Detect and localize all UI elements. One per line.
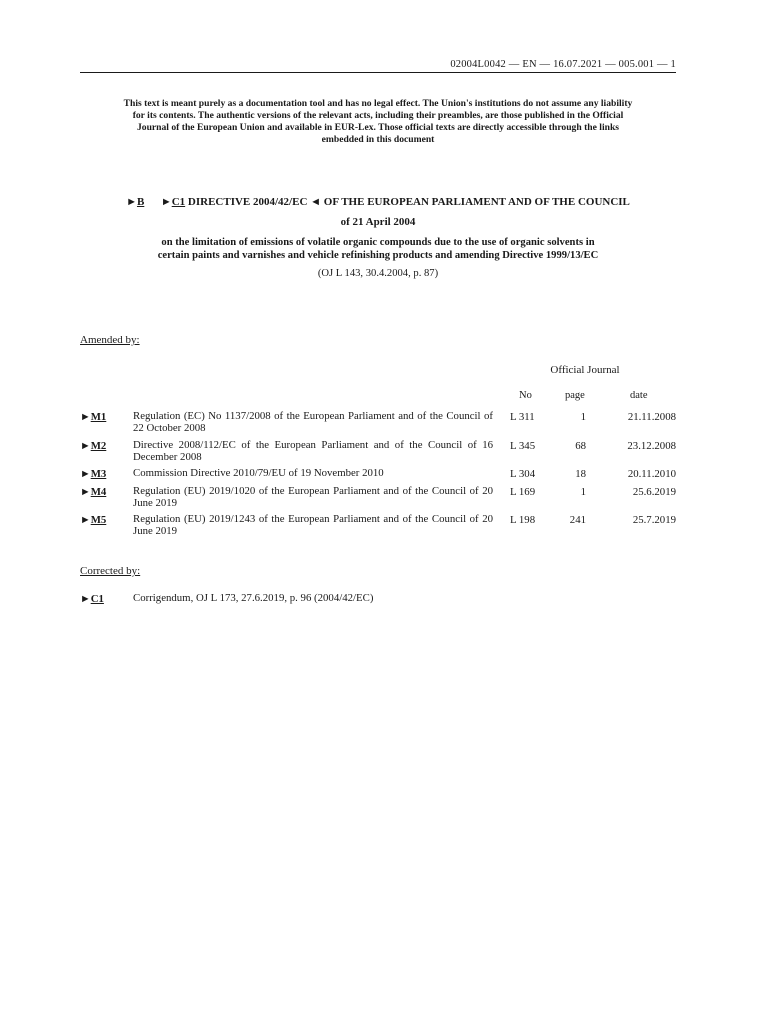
amendment-code[interactable]: M5 xyxy=(90,514,107,526)
amendment-oj-page: 68 xyxy=(575,440,586,452)
amendment-oj-date: 25.7.2019 xyxy=(632,514,676,526)
column-no-header: No xyxy=(519,390,532,401)
amendment-oj-page: 1 xyxy=(580,486,586,498)
amendment-code[interactable]: M1 xyxy=(90,411,107,423)
subject-line: on the limitation of emissions of volatile organic compounds due to the use of organic solvents in xyxy=(161,237,595,248)
arrow-right-icon: ► xyxy=(80,411,91,423)
amendment-oj-number: L 345 xyxy=(510,440,536,452)
amendment-oj-page: 1 xyxy=(580,411,586,423)
amendment-oj-date: 23.12.2008 xyxy=(627,440,676,452)
arrow-right-icon: ► xyxy=(80,593,91,605)
column-page-header: page xyxy=(565,390,585,401)
amendment-marker[interactable] xyxy=(80,514,106,526)
correction-marker[interactable] xyxy=(80,593,104,605)
directive-title xyxy=(80,196,676,208)
amendment-oj-number: L 311 xyxy=(510,411,535,423)
amendment-marker[interactable] xyxy=(80,411,106,423)
correction-description: Corrigendum, OJ L 173, 27.6.2019, p. 96 (2004/42/EC) xyxy=(133,592,374,604)
directive-date: of 21 April 2004 xyxy=(340,216,416,228)
amendment-oj-date: 21.11.2008 xyxy=(627,411,676,423)
amendment-code[interactable]: M4 xyxy=(90,486,107,498)
column-date-header: date xyxy=(630,390,648,401)
marker-b-code[interactable]: B xyxy=(136,196,145,208)
directive-subject xyxy=(96,236,660,262)
document-reference: 02004L0042 — EN — 16.07.2021 — 005.001 — 1 xyxy=(450,59,676,70)
amendment-oj-number: L 198 xyxy=(510,514,536,526)
amendment-description: Directive 2008/112/EC of the European Parliament and of the Council of 16 December 2008 xyxy=(133,439,493,463)
amendment-oj-page: 241 xyxy=(569,514,586,526)
arrow-right-icon: ► xyxy=(80,440,91,452)
amendment-oj-number: L 304 xyxy=(510,468,536,480)
arrow-right-icon: ► xyxy=(80,514,91,526)
arrow-left-icon: ◄ xyxy=(310,196,322,208)
arrow-right-icon: ► xyxy=(80,486,91,498)
amendment-description: Regulation (EU) 2019/1020 of the European Parliament and of the Council of 20 June 2019 xyxy=(133,485,493,509)
marker-b[interactable] xyxy=(126,196,144,208)
directive-name: DIRECTIVE 2004/42/EC xyxy=(187,196,308,208)
amendment-oj-date: 20.11.2010 xyxy=(627,468,676,480)
amendment-code[interactable]: M2 xyxy=(90,440,107,452)
arrow-right-icon: ► xyxy=(160,196,172,208)
arrow-right-icon: ► xyxy=(80,468,91,480)
amendment-description: Commission Directive 2010/79/EU of 19 November 2010 xyxy=(133,467,384,479)
marker-c1[interactable] xyxy=(161,196,185,208)
amendment-marker[interactable] xyxy=(80,440,106,452)
amendment-marker[interactable] xyxy=(80,486,106,498)
disclaimer-line: for its contents. The authentic versions of the relevant acts, including their preambles, are those published in the Official xyxy=(132,110,624,121)
correction-code[interactable]: C1 xyxy=(90,593,104,605)
amendment-description: Regulation (EU) 2019/1243 of the European Parliament and of the Council of 20 June 2019 xyxy=(133,513,493,537)
disclaimer-line: Journal of the European Union and available in EUR-Lex. Those official texts are directly accessible through the links xyxy=(136,122,620,133)
disclaimer-line: embedded in this document xyxy=(321,134,435,145)
amendment-oj-number: L 169 xyxy=(510,486,536,498)
marker-c1-code[interactable]: C1 xyxy=(171,196,186,208)
header-rule xyxy=(80,72,676,73)
oj-reference: (OJ L 143, 30.4.2004, p. 87) xyxy=(317,268,439,279)
corrected-by-label: Corrected by: xyxy=(80,565,141,577)
amended-by-label: Amended by: xyxy=(80,334,140,346)
arrow-right-icon: ► xyxy=(126,196,137,208)
amendment-marker[interactable] xyxy=(80,468,106,480)
amendment-oj-page: 18 xyxy=(575,468,586,480)
subject-line: certain paints and varnishes and vehicle refinishing products and amending Directive 1999/13/EC xyxy=(157,250,599,261)
disclaimer xyxy=(80,98,676,146)
official-journal-header: Official Journal xyxy=(550,364,620,376)
amendment-description: Regulation (EC) No 1137/2008 of the European Parliament and of the Council of 22 October 2008 xyxy=(133,410,493,434)
amendment-code[interactable]: M3 xyxy=(90,468,107,480)
amendment-oj-date: 25.6.2019 xyxy=(632,486,676,498)
disclaimer-line: This text is meant purely as a documentation tool and has no legal effect. The Union's institutions do not assume any liability xyxy=(123,98,633,109)
directive-name-rest: OF THE EUROPEAN PARLIAMENT AND OF THE COUNCIL xyxy=(323,196,630,208)
